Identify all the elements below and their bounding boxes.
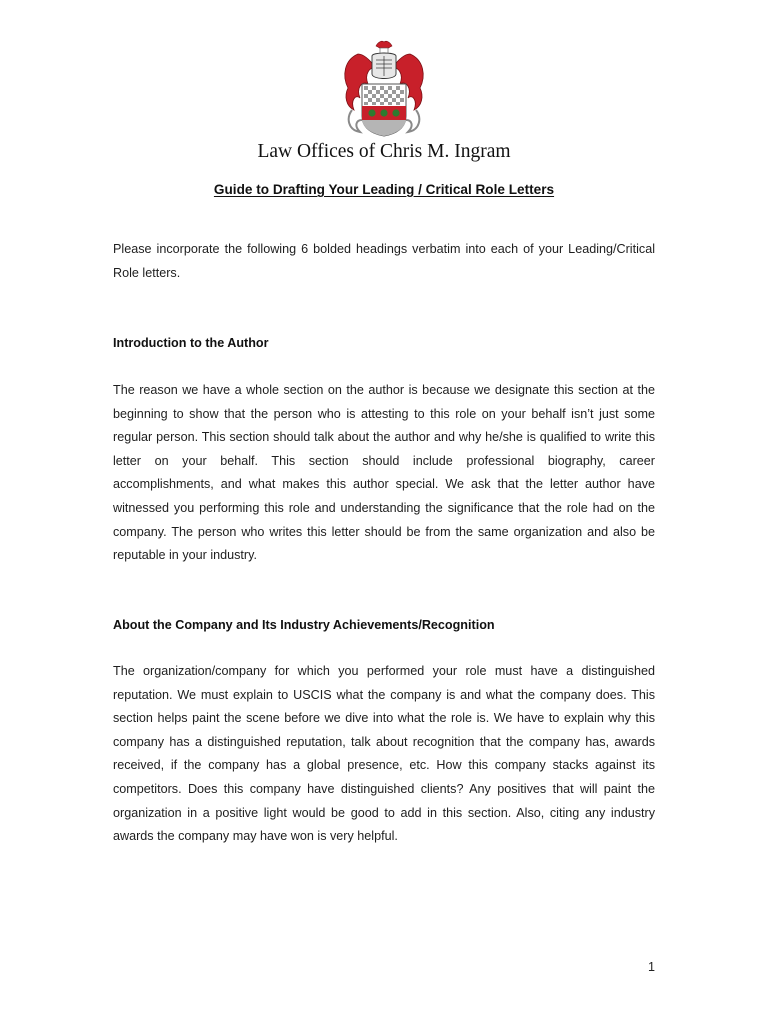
- coat-of-arms-logo: [338, 40, 430, 140]
- document-title: Guide to Drafting Your Leading / Critical Role Letters: [213, 182, 555, 197]
- page-number: 1: [647, 960, 655, 974]
- firm-name: Law Offices of Chris M. Ingram: [257, 141, 511, 162]
- section-body-company: The organization/company for which you performed your role must have a distinguished reputation. We must explain to USCIS what the company is and what the company does. This section helps paint the scene before we dive into what the role is. We have to explain why this company has a distinguished reputation, talk about recognition that the company has, awards received, if the company has a global presence, etc. How this company stacks against its competitors. Does this company have distinguished clients? Any positives that will paint the organization in a positive light would be good to add in this section. Also, citing any industry awards the company may have won is very helpful.: [113, 664, 655, 844]
- section-heading-author: Introduction to the Author: [113, 336, 269, 350]
- intro-paragraph: Please incorporate the following 6 bolded headings verbatim into each of your Leading/Critical Role letters.: [113, 242, 655, 280]
- section-heading-company: About the Company and Its Industry Achievements/Recognition: [113, 618, 495, 632]
- section-body-author: The reason we have a whole section on the author is because we designate this section at the beginning to show that the person who is attesting to this role on your behalf isn’t just some regular person. This section should talk about the author and why he/she is qualified to write this letter on your behalf. This section should include professional biography, career accomplishments, and what makes this author special. We ask that the letter author have witnessed you performing this role and understanding the significance that the role had on the company. The person who writes this letter should be from the same organization and also be reputable in your industry.: [113, 383, 655, 563]
